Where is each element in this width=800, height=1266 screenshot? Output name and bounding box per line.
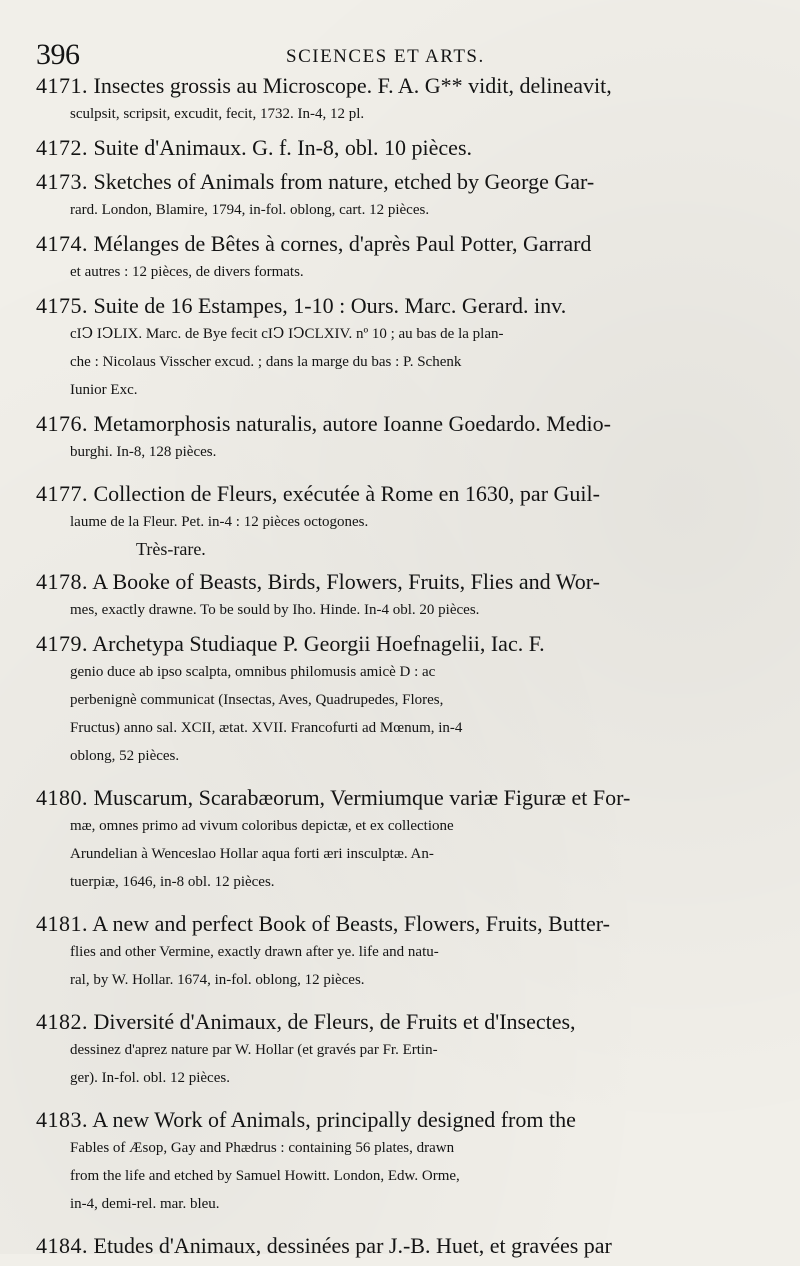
catalog-entry xyxy=(36,410,768,466)
running-head: SCIENCES ET ARTS. xyxy=(286,46,485,67)
catalog-entry xyxy=(36,630,768,770)
entry-line: in-4, demi-rel. mar. bleu. xyxy=(70,1196,220,1212)
catalog-entry xyxy=(36,1232,768,1260)
catalog-entry xyxy=(36,1008,768,1092)
entry-line: A new and perfect Book of Beasts, Flowers, Fruits, Butter- xyxy=(92,911,610,936)
catalog-entry xyxy=(36,480,768,562)
entry-line: Collection de Fleurs, exécutée à Rome en 1630, par Guil- xyxy=(93,481,600,506)
entry-note: Très-rare. xyxy=(136,539,206,559)
catalog-entry xyxy=(36,72,768,128)
entry-number: 4179. xyxy=(36,631,88,656)
entry-number: 4178. xyxy=(36,569,88,594)
entry-number: 4176. xyxy=(36,411,88,436)
entry-line: oblong, 52 pièces. xyxy=(70,748,180,764)
catalog-entry xyxy=(36,784,768,896)
entry-line: mæ, omnes primo ad vivum coloribus depictæ, et ex collectione xyxy=(70,818,454,834)
entry-line: Arundelian à Wenceslao Hollar aqua forti æri insculptæ. An- xyxy=(70,846,434,862)
entry-line: perbenignè communicat (Insectas, Aves, Quadrupedes, Flores, xyxy=(70,692,444,708)
entry-line: cIↃ IↃLIX. Marc. de Bye fecit cIↃ IↃCLXIV. nº 10 ; au bas de la plan- xyxy=(70,326,504,342)
catalog-entry xyxy=(36,168,768,224)
entry-number: 4180. xyxy=(36,785,88,810)
entry-line: Fructus) anno sal. XCII, ætat. XVII. Francofurti ad Mœnum, in-4 xyxy=(70,720,463,736)
entry-line: Muscarum, Scarabæorum, Vermiumque variæ Figuræ et For- xyxy=(93,785,631,810)
page-number: 396 xyxy=(36,38,80,71)
entry-line: Iunior Exc. xyxy=(70,382,138,398)
page-header xyxy=(36,38,776,72)
entry-line: tuerpiæ, 1646, in-8 obl. 12 pièces. xyxy=(70,874,275,890)
entry-line: A Booke of Beasts, Birds, Flowers, Fruits, Flies and Wor- xyxy=(92,569,600,594)
entry-line: rard. London, Blamire, 1794, in-fol. oblong, cart. 12 pièces. xyxy=(70,202,430,218)
entry-line: ger). In-fol. obl. 12 pièces. xyxy=(70,1070,230,1086)
entry-number: 4184. xyxy=(36,1233,88,1258)
entry-number: 4172. xyxy=(36,135,88,160)
entry-line: Archetypa Studiaque P. Georgii Hoefnagelii, Iac. F. xyxy=(92,631,545,656)
entry-number: 4174. xyxy=(36,231,88,256)
entry-line: che : Nicolaus Visscher excud. ; dans la marge du bas : P. Schenk xyxy=(70,354,462,370)
entry-number: 4183. xyxy=(36,1107,88,1132)
catalog-entry xyxy=(36,134,768,162)
entry-line: genio duce ab ipso scalpta, omnibus philomusis amicè D : ac xyxy=(70,664,436,680)
entry-line: A new Work of Animals, principally designed from the xyxy=(92,1107,576,1132)
entry-number: 4182. xyxy=(36,1009,88,1034)
entry-line: Suite d'Animaux. G. f. In-8, obl. 10 pièces. xyxy=(93,135,473,160)
entry-line: ral, by W. Hollar. 1674, in-fol. oblong, 12 pièces. xyxy=(70,972,365,988)
catalog-entry xyxy=(36,292,768,404)
catalog-entries xyxy=(36,72,768,1266)
entry-line: Diversité d'Animaux, de Fleurs, de Fruits et d'Insectes, xyxy=(93,1009,576,1034)
entry-line: Insectes grossis au Microscope. F. A. G** vidit, delineavit, xyxy=(93,73,612,98)
entry-line: Suite de 16 Estampes, 1-10 : Ours. Marc. Gerard. inv. xyxy=(93,293,567,318)
entry-line: dessinez d'aprez nature par W. Hollar (et gravés par Fr. Ertin- xyxy=(70,1042,438,1058)
entry-line: Etudes d'Animaux, dessinées par J.-B. Huet, et gravées par xyxy=(93,1233,612,1258)
entry-number: 4175. xyxy=(36,293,88,318)
entry-line: Metamorphosis naturalis, autore Ioanne Goedardo. Medio- xyxy=(93,411,611,436)
entry-line: Mélanges de Bêtes à cornes, d'après Paul Potter, Garrard xyxy=(93,231,592,256)
entry-line: mes, exactly drawne. To be sould by Iho. Hinde. In-4 obl. 20 pièces. xyxy=(70,602,480,618)
entry-line: Fables of Æsop, Gay and Phædrus : containing 56 plates, drawn xyxy=(70,1140,455,1156)
entry-number: 4171. xyxy=(36,73,88,98)
entry-line: from the life and etched by Samuel Howitt. London, Edw. Orme, xyxy=(70,1168,460,1184)
entry-line: flies and other Vermine, exactly drawn after ye. life and natu- xyxy=(70,944,439,960)
catalog-entry xyxy=(36,230,768,286)
entry-number: 4181. xyxy=(36,911,88,936)
catalog-entry xyxy=(36,910,768,994)
entry-line: et autres : 12 pièces, de divers formats. xyxy=(70,264,304,280)
entry-number: 4177. xyxy=(36,481,88,506)
entry-line: laume de la Fleur. Pet. in-4 : 12 pièces octogones. xyxy=(70,514,369,530)
entry-line: burghi. In-8, 128 pièces. xyxy=(70,444,217,460)
entry-line: sculpsit, scripsit, excudit, fecit, 1732. In-4, 12 pl. xyxy=(70,106,365,122)
entry-line: Sketches of Animals from nature, etched by George Gar- xyxy=(93,169,595,194)
entry-number: 4173. xyxy=(36,169,88,194)
catalog-entry xyxy=(36,1106,768,1218)
catalog-entry xyxy=(36,568,768,624)
